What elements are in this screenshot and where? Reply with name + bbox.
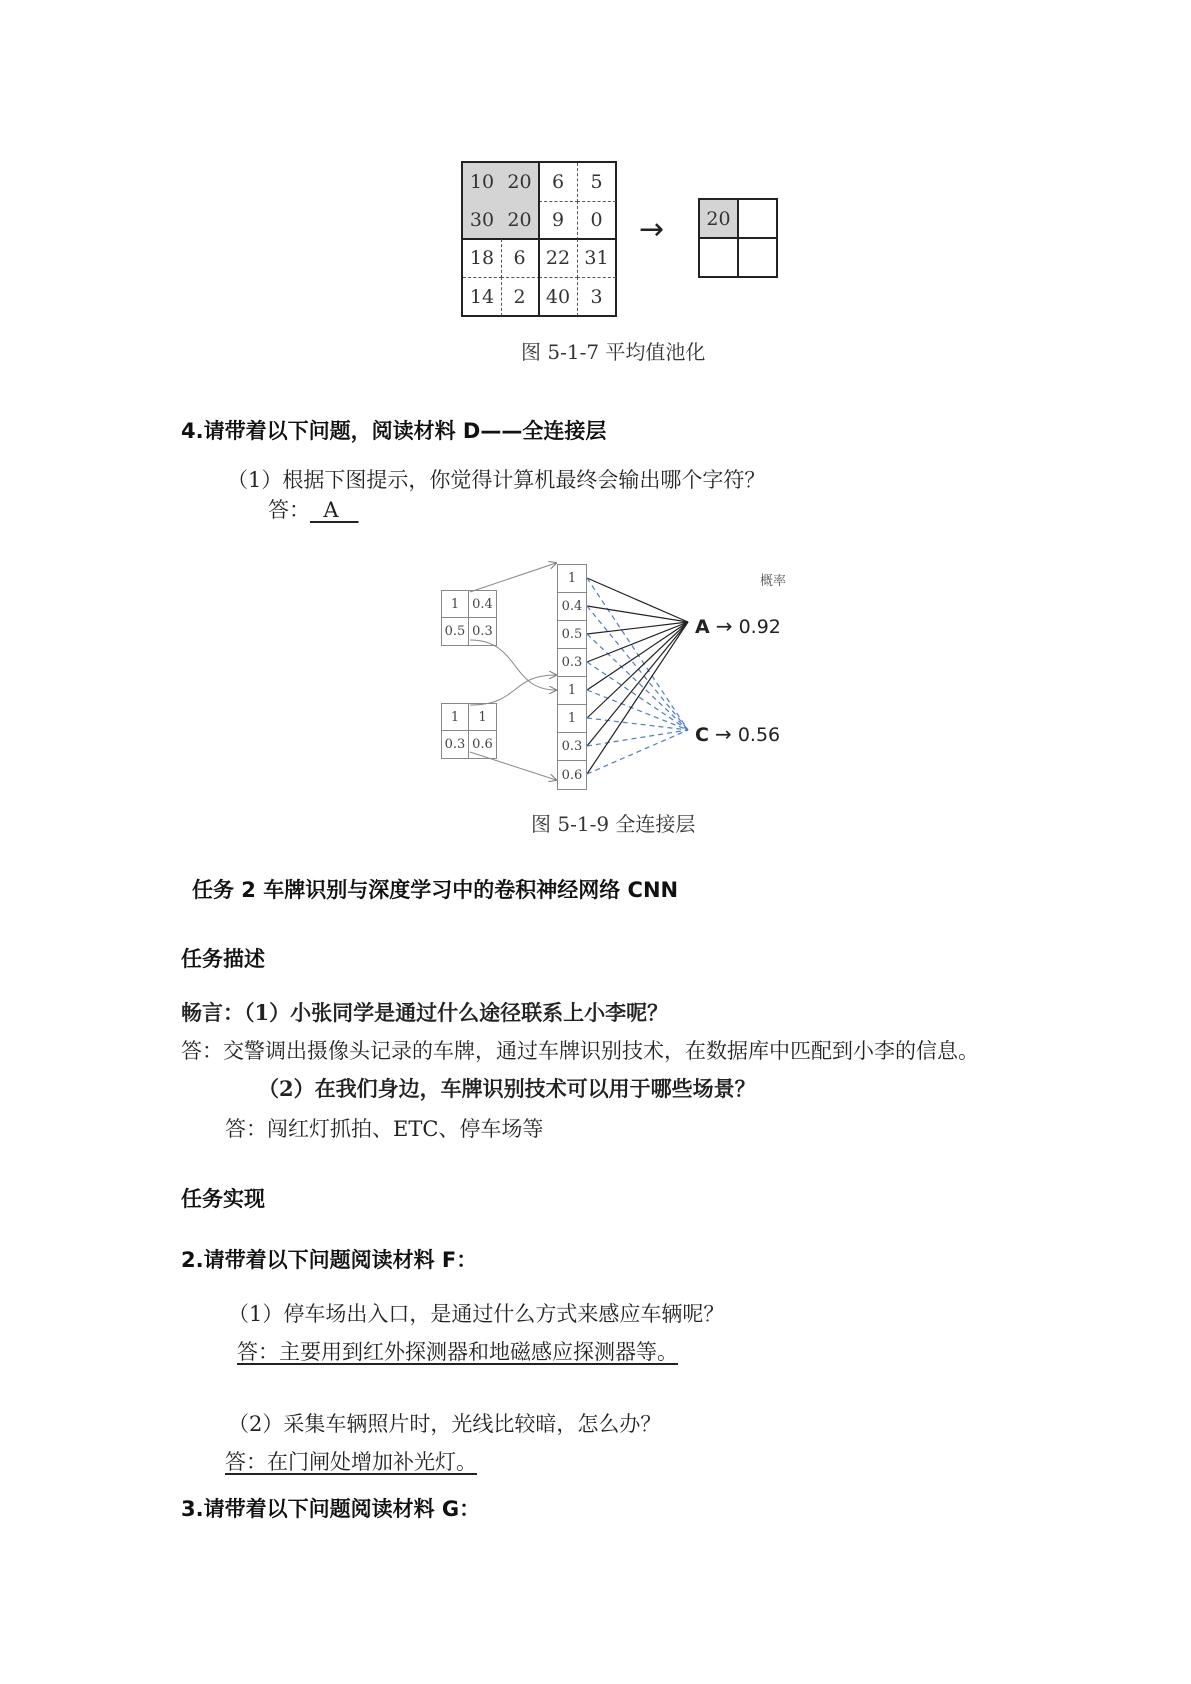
pooling-input-cell: 30	[463, 201, 502, 240]
output-c	[695, 722, 780, 746]
output-a-value: 0.92	[738, 616, 781, 638]
pooling-input-cell: 5	[577, 163, 616, 202]
task2-answer2: 答：闯红灯抓拍、ETC、停车场等	[225, 1117, 544, 1141]
task-implementation-heading: 任务实现	[181, 1187, 265, 1211]
fc-input-cell: 0.4	[469, 591, 496, 618]
pooling-output-cell: 20	[700, 200, 739, 239]
fc-caption: 图 5-1-9 全连接层	[531, 812, 696, 836]
pooling-input-cell: 6	[501, 239, 540, 278]
fc-vector-cell: 0.4	[558, 593, 586, 621]
pooling-input-cell: 2	[501, 277, 540, 316]
fc-connection-c	[587, 730, 688, 746]
pooling-input-cell: 20	[501, 201, 540, 240]
fc-input-cell: 0.3	[472, 624, 493, 639]
task2-title: 任务 2 车牌识别与深度学习中的卷积神经网络 CNN	[192, 878, 679, 902]
fc-connection-a	[587, 622, 688, 718]
pooling-input-cell: 20	[501, 163, 540, 202]
fc-input-cell: 0.6	[472, 737, 493, 752]
task2-question2: （2）在我们身边，车牌识别技术可以用于哪些场景？	[258, 1076, 756, 1101]
output-a	[695, 614, 781, 638]
connector-arrow	[470, 640, 556, 690]
pooling-input-cell: 6	[539, 163, 578, 202]
output-c-value: 0.56	[737, 724, 781, 746]
pooling-input-cell: 18	[463, 239, 502, 278]
fc-connection-c	[587, 606, 688, 730]
fc-vector-cell: 1	[558, 677, 586, 705]
task-description-heading: 任务描述	[181, 947, 265, 971]
pooling-input-cell: 0	[577, 201, 616, 240]
output-a-label: A	[695, 616, 710, 638]
fc-connection-c	[587, 662, 688, 730]
section4-heading: 4.请带着以下问题，阅读材料 D——全连接层	[181, 419, 607, 443]
fc-connection-a	[587, 606, 688, 622]
fc-vector-cell: 0.5	[558, 621, 586, 649]
probability-label: 概率	[760, 574, 787, 589]
connector-arrow	[470, 563, 556, 592]
fc-vector-cell: 0.3	[558, 649, 586, 677]
fc-input-box-1	[441, 590, 497, 646]
fc-connection-a	[587, 622, 688, 774]
pooling-input-cell: 10	[463, 163, 502, 202]
fc-connection-c	[587, 578, 688, 730]
task2-question1: 畅言：（1）小张同学是通过什么途径联系上小李呢？	[181, 1000, 669, 1025]
pooling-arrow: →	[639, 212, 665, 247]
section2-question2: （2）采集车辆照片时，光线比较暗，怎么办？	[228, 1412, 662, 1436]
pooling-input-cell: 40	[539, 277, 578, 316]
fc-connection-c	[587, 634, 688, 730]
fc-input-cell: 1	[442, 591, 469, 618]
fc-input-cell: 0.5	[442, 618, 469, 645]
pooling-caption: 图 5-1-7 平均值池化	[521, 340, 706, 364]
fc-connection-a	[587, 578, 688, 622]
connector-arrow	[470, 675, 556, 705]
fc-input-cell: 0.3	[442, 731, 469, 758]
fc-flattened-vector	[557, 564, 587, 790]
pooling-input-cell: 22	[539, 239, 578, 278]
fc-input-cell: 1	[469, 704, 496, 731]
task2-answer1: 答：交警调出摄像头记录的车牌，通过车牌识别技术，在数据库中匹配到小李的信息。	[181, 1039, 979, 1063]
section3-heading: 3.请带着以下问题阅读材料 G：	[181, 1497, 481, 1521]
section2-answer1: 答：主要用到红外探测器和地磁感应探测器等。	[237, 1340, 678, 1364]
fc-vector-cell: 0.6	[561, 767, 583, 783]
pooling-input-cell: 14	[463, 277, 502, 316]
fc-vector-cell: 0.3	[558, 733, 586, 761]
section2-answer2: 答：在门闸处增加补光灯。	[225, 1450, 477, 1474]
section2-question1: （1）停车场出入口，是通过什么方式来感应车辆呢？	[228, 1302, 725, 1326]
pooling-input-cell: 9	[539, 201, 578, 240]
fc-vector-cell: 1	[558, 565, 586, 593]
fc-input-box-2	[441, 703, 497, 759]
section2-heading: 2.请带着以下问题阅读材料 F：	[181, 1248, 478, 1272]
fc-connection-a	[587, 622, 688, 746]
answer-label: 答：	[268, 498, 310, 522]
fc-vector-cell: 1	[558, 705, 586, 733]
section4-question1: （1）根据下图提示，你觉得计算机最终会输出哪个字符？	[227, 468, 766, 492]
output-c-arrow: →	[715, 722, 732, 746]
fc-input-cell: 1	[442, 704, 469, 731]
fc-connection-c	[587, 690, 688, 730]
output-c-label: C	[695, 724, 709, 746]
output-a-arrow: →	[715, 614, 733, 638]
pooling-input-cell: 3	[590, 285, 603, 308]
answer-value: A	[310, 498, 359, 522]
pooling-input-cell: 31	[577, 239, 616, 278]
